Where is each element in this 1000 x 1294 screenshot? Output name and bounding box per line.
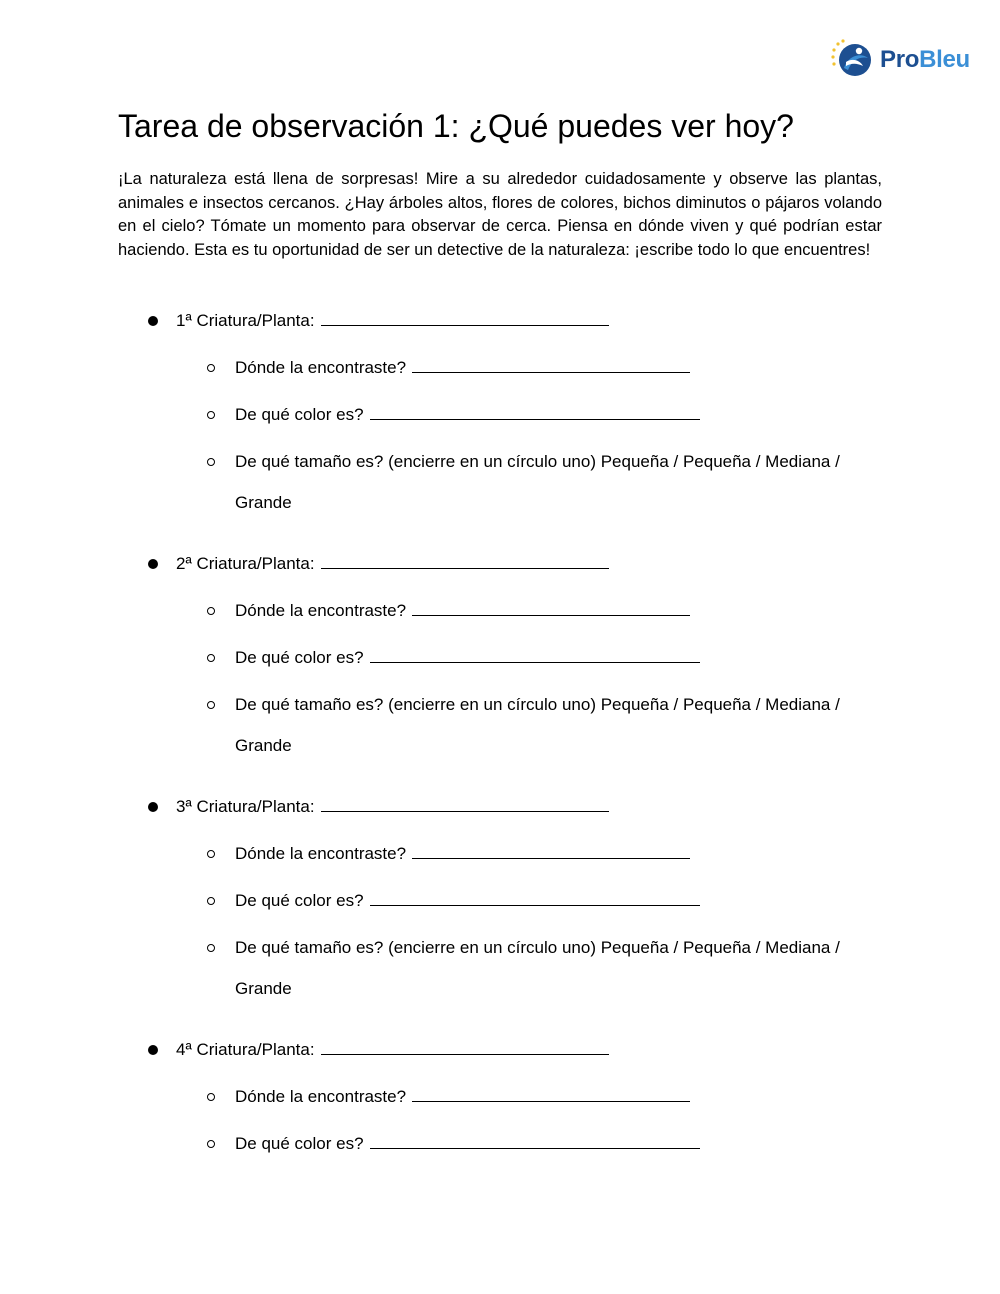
item-3-label: 3ª Criatura/Planta: <box>176 797 315 816</box>
item-2-label: 2ª Criatura/Planta: <box>176 554 315 573</box>
item-2-answer-blank[interactable] <box>321 554 609 569</box>
where-question: Dónde la encontraste? <box>235 601 407 620</box>
circle-bullet-icon <box>207 411 215 419</box>
probleu-logo <box>830 38 980 82</box>
item-4-where-blank[interactable] <box>412 1087 690 1102</box>
item-1-color-line <box>235 404 700 426</box>
item-1-label-line <box>176 310 609 332</box>
page-title: Tarea de observación 1: ¿Qué puedes ver hoy? <box>118 108 794 144</box>
item-2-where-line <box>235 600 690 622</box>
circle-bullet-icon <box>207 897 215 905</box>
item-3-answer-blank[interactable] <box>321 797 609 812</box>
item-1-label: 1ª Criatura/Planta: <box>176 311 315 330</box>
item-3-size-question-cont: Grande <box>235 979 292 998</box>
item-2-color-line <box>235 647 700 669</box>
circle-bullet-icon <box>207 607 215 615</box>
color-question: De qué color es? <box>235 648 364 667</box>
item-3-color-line <box>235 890 700 912</box>
logo-text: ProBleu <box>880 46 970 73</box>
item-2-color-blank[interactable] <box>370 648 700 663</box>
circle-bullet-icon <box>207 701 215 709</box>
circle-bullet-icon <box>207 1140 215 1148</box>
item-1-where-line <box>235 357 690 379</box>
item-1-size-question-cont: Grande <box>235 493 292 512</box>
item-1-where-blank[interactable] <box>412 358 690 373</box>
item-4-where-line <box>235 1086 690 1108</box>
circle-bullet-icon <box>207 850 215 858</box>
item-3-size-question: De qué tamaño es? (encierre en un círculo uno) Pequeña / Pequeña / Mediana / <box>235 938 840 957</box>
item-4-answer-blank[interactable] <box>321 1040 609 1055</box>
circle-bullet-icon <box>207 458 215 466</box>
item-2-where-blank[interactable] <box>412 601 690 616</box>
where-question: Dónde la encontraste? <box>235 844 407 863</box>
item-3-where-blank[interactable] <box>412 844 690 859</box>
circle-bullet-icon <box>207 364 215 372</box>
circle-bullet-icon <box>207 944 215 952</box>
item-2-size-question: De qué tamaño es? (encierre en un círculo uno) Pequeña / Pequeña / Mediana / <box>235 695 840 714</box>
color-question: De qué color es? <box>235 405 364 424</box>
where-question: Dónde la encontraste? <box>235 358 407 377</box>
bullet-icon <box>148 802 158 812</box>
item-3-color-blank[interactable] <box>370 891 700 906</box>
item-2-label-line <box>176 553 609 575</box>
item-4-label-line <box>176 1039 609 1061</box>
circle-bullet-icon <box>207 654 215 662</box>
where-question: Dónde la encontraste? <box>235 1087 407 1106</box>
color-question: De qué color es? <box>235 891 364 910</box>
bullet-icon <box>148 1045 158 1055</box>
color-question: De qué color es? <box>235 1134 364 1153</box>
bullet-icon <box>148 316 158 326</box>
item-1-size-question: De qué tamaño es? (encierre en un círculo uno) Pequeña / Pequeña / Mediana / <box>235 452 840 471</box>
item-1-color-blank[interactable] <box>370 405 700 420</box>
item-3-label-line <box>176 796 609 818</box>
item-3-where-line <box>235 843 690 865</box>
intro-paragraph: ¡La naturaleza está llena de sorpresas! Mire a su alrededor cuidadosamente y observe las plantas, animales e insectos cercanos. ¿Hay árboles altos, flores de colores, bichos diminutos o pájaros volando en el cielo? Tómate un momento para observar de cerca. Piensa en dónde viven y qué podrían estar haciendo. Esta es tu oportunidad de ser un detective de la naturaleza: ¡escribe todo lo que encuentres! <box>118 170 882 259</box>
item-1-answer-blank[interactable] <box>321 311 609 326</box>
probleu-logo-icon <box>830 38 874 82</box>
bullet-icon <box>148 559 158 569</box>
item-4-label: 4ª Criatura/Planta: <box>176 1040 315 1059</box>
item-4-color-line <box>235 1133 700 1155</box>
item-4-color-blank[interactable] <box>370 1134 700 1149</box>
circle-bullet-icon <box>207 1093 215 1101</box>
item-2-size-question-cont: Grande <box>235 736 292 755</box>
